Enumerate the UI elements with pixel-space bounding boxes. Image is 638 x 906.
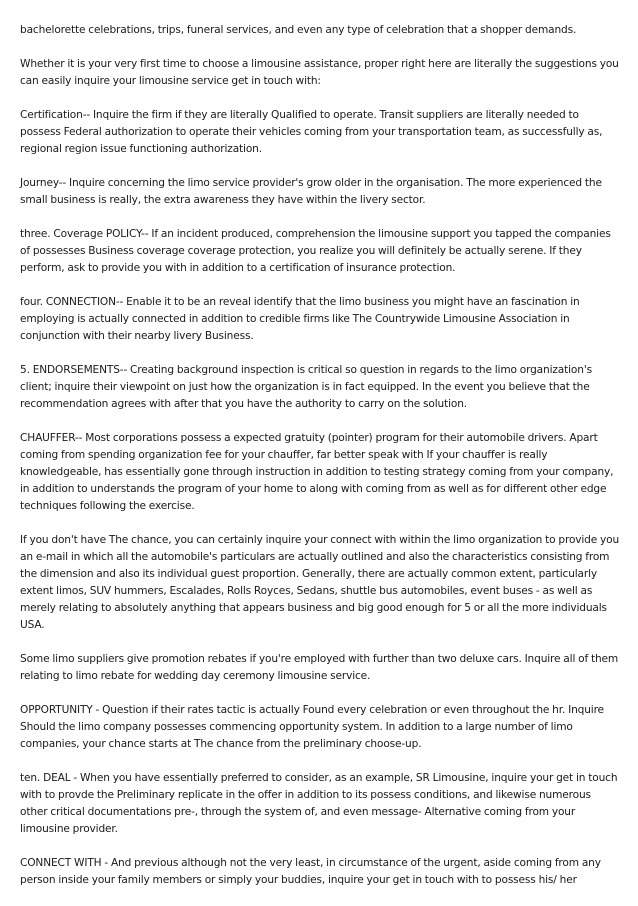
paragraph-endorsements: 5. ENDORSEMENTS-- Creating background inspection is critical so question in regards to the limo organization's client; inquire their viewpoint on just how the organization is in fact equipped. In the event you believe that the recommendation agrees with after that you have the authority to carry on the solution. bbox=[20, 364, 592, 410]
paragraph-rebates: Some limo suppliers give promotion rebates if you're employed with further than two deluxe cars. Inquire all of them relating to limo rebate for wedding day ceremony limousine service. bbox=[20, 653, 619, 682]
paragraph-connect-with: CONNECT WITH - And previous although not the very least, in circumstance of the urgent, aside coming from any person inside your family members or simply your buddies, inquire your get in touch with to possess his/ her bbox=[20, 857, 601, 886]
paragraph-deal: ten. DEAL - When you have essentially preferred to consider, as an example, SR Limousine, inquire your get in touch with to provde the Preliminary replicate in the offer in addition to its possess conditions, and likewise numerous other critical documentations pre-, through the system of, and even message- Alternative coming from your limousine provider. bbox=[20, 772, 618, 835]
paragraph-vehicle-details: If you don't have The chance, you can certainly inquire your connect with within the limo organization to provide you an e-mail in which all the automobile's particulars are actually outlined and also the characteristics consisting from the dimension and also its individual guest proportion. Generally, there are actually common extent, particularly extent limos, SUV hummers, Escalades, Rolls Royces, Sedans, shuttle bus automobiles, event buses - as well as merely relating to absolutely anything that appears business and big good enough for 5 or all the more individuals USA. bbox=[20, 534, 620, 631]
paragraph-suggestions-intro: Whether it is your very first time to choose a limousine assistance, proper right here are literally the suggestions you can easily inquire your limousine service get in touch with: bbox=[20, 58, 619, 87]
paragraph-journey: Journey-- Inquire concerning the limo service provider's grow older in the organisation. The more experienced the small business is really, the extra awareness they have within the livery sector. bbox=[20, 177, 602, 206]
paragraph-opportunity: OPPORTUNITY - Question if their rates tactic is actually Found every celebration or even throughout the hr. Inquire Should the limo company possesses commencing opportunity system. In addition to a large number of limo companies, your chance starts at The chance from the preliminary choose-up. bbox=[20, 704, 604, 750]
paragraph-connection: four. CONNECTION-- Enable it to be an reveal identify that the limo business you might have an fascination in employing is actually connected in addition to credible firms like The Countrywide Limousine Association in conjunction with their nearby livery Business. bbox=[20, 296, 580, 342]
paragraph-intro-continuation: bachelorette celebrations, trips, funeral services, and even any type of celebration that a shopper demands. bbox=[20, 24, 577, 36]
paragraph-chauffer: CHAUFFER-- Most corporations possess a expected gratuity (pointer) program for their automobile drivers. Apart coming from spending organization fee for your chauffer, far better speak with If your chauffer is really knowledgeable, has essentially gone through instruction in addition to testing strategy coming from your company, in addition to understands the program of your home to along with coming from as well as for different other edge techniques following the exercise. bbox=[20, 432, 614, 512]
paragraph-coverage-policy: three. Coverage POLICY-- If an incident produced, comprehension the limousine support you tapped the companies of possesses Business coverage coverage protection, you realize you will definitely be actually serene. If they perform, ask to provide you with in addition to a certification of insurance protection. bbox=[20, 228, 611, 274]
paragraph-certification: Certification-- Inquire the firm if they are literally Qualified to operate. Transit suppliers are literally needed to possess Federal authorization to operate their vehicles coming from your transportation team, as successfully as, regional region issue functioning authorization. bbox=[20, 109, 603, 155]
document-page bbox=[20, 22, 620, 906]
